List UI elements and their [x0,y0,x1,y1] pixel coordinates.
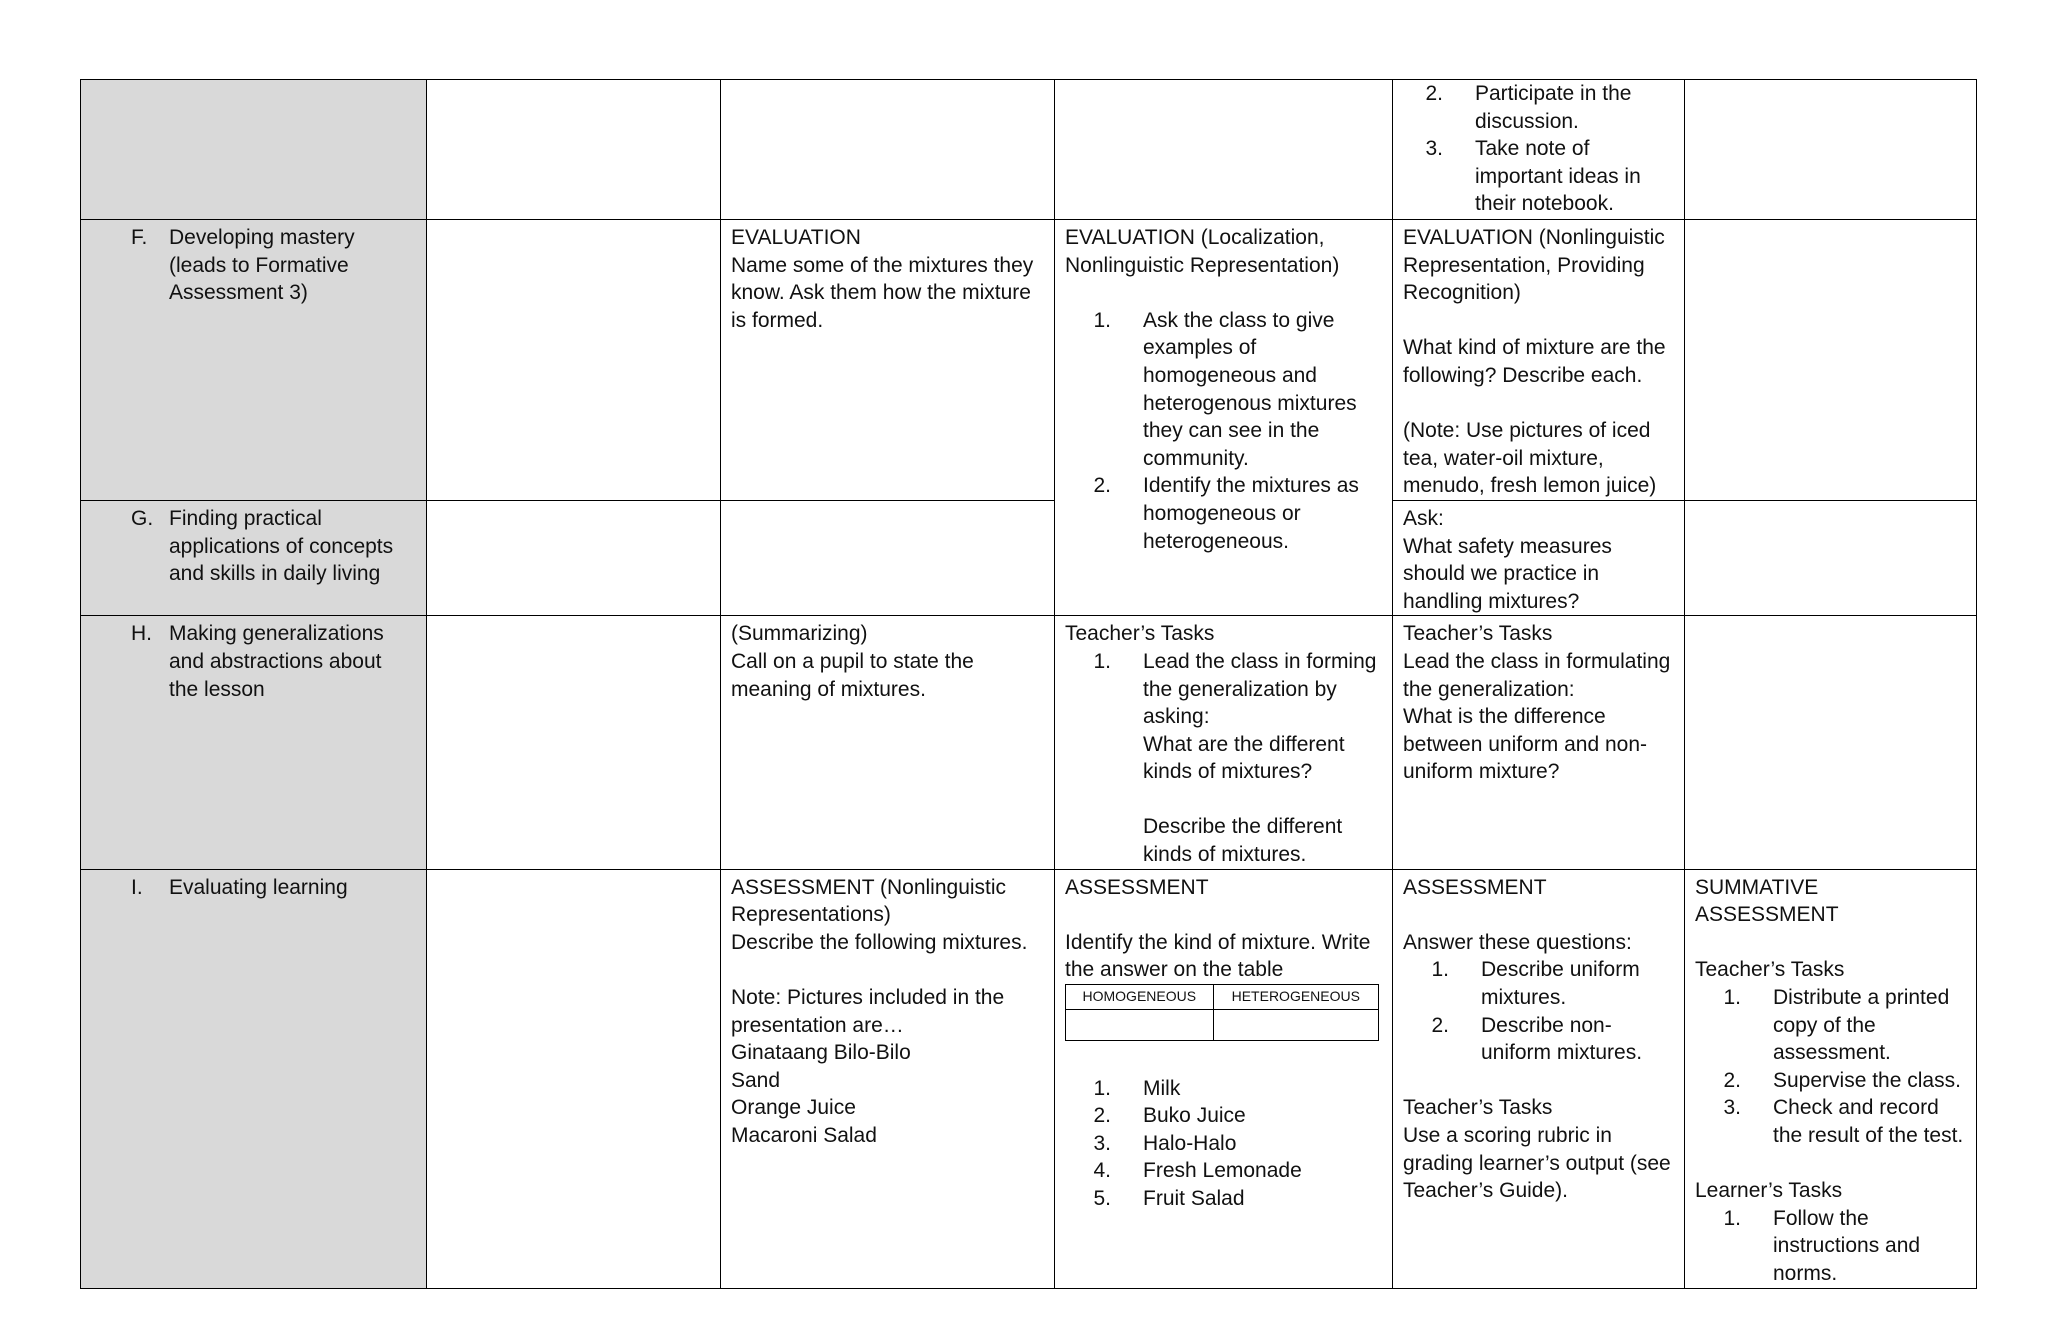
table-row-continuation [81,80,1977,220]
cell-text: Name some of the mixtures they know. Ask them how the mixture is formed. [731,253,1034,332]
list-item: 3. Check and record the result of the test. [1723,1096,1964,1147]
list-item: 1. Describe uniform mixtures. [1431,958,1640,1010]
table-cell [1685,80,1977,220]
list-item: 3. Take note of important ideas in their notebook. [1425,137,1641,216]
cell-text: Identify the kind of mixture. Write the answer on the table [1065,930,1371,982]
cell-title: EVALUATION (Localization, Nonlinguistic Representation) [1065,226,1340,277]
row-label-text: Evaluating learning [169,875,348,899]
table-row-h [81,616,1977,869]
list-item: Sand [731,1068,781,1092]
list-item: 1. Lead the class in forming the generalization by asking: What are the different kinds of mixtures? Describe the different kinds of mixtures. [1093,649,1377,867]
list-item: 4. Fresh Lemonade [1093,1159,1302,1183]
table-cell [427,869,721,1288]
row-label-number: G. [131,506,154,530]
list-item: 2. Supervise the class. [1723,1068,1961,1092]
list-item: 1. Distribute a printed copy of the assessment. [1723,986,1950,1065]
row-label-number: F. [131,226,148,249]
cell-title: EVALUATION (Nonlinguistic Representation, Providing Recognition) [1403,226,1665,305]
numbered-list [1403,956,1674,1066]
cell-title: (Summarizing) [731,622,868,646]
answer-table-header: HETEROGENEOUS [1213,985,1378,1010]
table-cell-merged [1055,220,1393,616]
row-label-cell [81,616,427,869]
list-item: 5. Fruit Salad [1093,1187,1245,1210]
row-label-cell [81,80,427,220]
table-cell [1685,616,1977,869]
table-cell [721,80,1055,220]
list-item: 3. Halo-Halo [1093,1131,1237,1155]
numbered-list [1065,1075,1382,1213]
answer-table-cell [1066,1010,1214,1041]
cell-subtitle: Learner’s Tasks [1695,1179,1843,1203]
table-cell [1055,616,1393,869]
cell-text: Lead the class in formulating the generalization: [1403,649,1671,701]
cell-title: EVALUATION [731,226,861,249]
cell-text: What kind of mixture are the following? Describe each. [1403,336,1666,387]
numbered-list [1403,80,1674,218]
list-item: Orange Juice [731,1096,856,1120]
cell-text: Answer these questions: [1403,930,1632,954]
list-item: 2. Participate in the discussion. [1425,82,1632,133]
row-label-text: Developing mastery (leads to Formative Assessment 3) [169,226,355,305]
table-cell [1393,220,1685,501]
cell-subtitle: Teacher’s Tasks [1695,958,1845,982]
numbered-list [1695,1205,1966,1288]
row-label-number: I. [131,875,143,899]
row-label-text: Finding practical applications of concepts and skills in daily living [169,506,394,586]
table-cell [427,80,721,220]
row-label-text: Making generalizations and abstractions about the lesson [169,622,384,701]
list-item: 2. Identify the mixtures as homogeneous or heterogeneous. [1093,474,1359,553]
list-item: 1. Follow the instructions and norms. [1723,1206,1921,1285]
numbered-list [1065,307,1382,555]
table-cell [427,500,721,615]
cell-text: What safety measures should we practice in handling mixtures? [1403,534,1612,613]
table-cell [1055,869,1393,1288]
table-row-i [81,869,1977,1288]
cell-title: Ask: [1403,506,1444,530]
table-cell [721,616,1055,869]
cell-text: What is the difference between uniform and non-uniform mixture? [1403,705,1647,784]
table-cell [721,500,1055,615]
table-row-g [81,500,1977,615]
table-cell [1685,220,1977,501]
cell-note: Note: Pictures included in the presentation are… [731,986,1005,1037]
cell-subtitle: Teacher’s Tasks [1403,1096,1553,1120]
table-cell [721,220,1055,501]
table-cell [1055,80,1393,220]
row-label-number: H. [131,622,152,646]
table-cell [427,616,721,869]
cell-title: Teacher’s Tasks [1403,622,1553,646]
cell-title: ASSESSMENT [1065,875,1209,899]
cell-text: Call on a pupil to state the meaning of mixtures. [731,649,974,701]
table-cell [1393,616,1685,869]
list-item: Macaroni Salad [731,1124,877,1147]
cell-title: Teacher’s Tasks [1065,622,1215,646]
cell-note: (Note: Use pictures of iced tea, water-oil mixture, menudo, fresh lemon juice) [1403,419,1657,498]
row-label-cell [81,869,427,1288]
table-cell [1393,500,1685,615]
table-cell [1393,80,1685,220]
list-item: Ginataang Bilo-Bilo [731,1041,911,1065]
cell-title: ASSESSMENT (Nonlinguistic Representations) [731,875,1007,927]
table-row-f [81,220,1977,501]
table-cell [427,220,721,501]
answer-table-header: HOMOGENEOUS [1066,985,1214,1010]
row-label-cell [81,220,427,501]
list-item: 1. Milk [1093,1076,1181,1100]
lesson-plan-table [80,79,1977,1289]
answer-table-cell [1213,1010,1378,1041]
cell-text: Describe the following mixtures. [731,930,1028,954]
table-cell [721,869,1055,1288]
row-label-cell [81,500,427,615]
table-cell [1685,869,1977,1288]
list-item: 2. Buko Juice [1093,1104,1246,1128]
numbered-list [1695,984,1966,1150]
list-item: 2. Describe non-uniform mixtures. [1431,1013,1643,1065]
cell-title: SUMMATIVE ASSESSMENT [1695,875,1839,927]
list-item: 1. Ask the class to give examples of homogeneous and heterogenous mixtures they can see in the community. [1093,308,1357,470]
numbered-list [1065,648,1382,869]
cell-title: ASSESSMENT [1403,875,1547,899]
answer-table [1065,984,1379,1041]
table-cell [1685,500,1977,615]
cell-text: Use a scoring rubric in grading learner’s output (see Teacher’s Guide). [1403,1124,1671,1203]
table-cell [1393,869,1685,1288]
